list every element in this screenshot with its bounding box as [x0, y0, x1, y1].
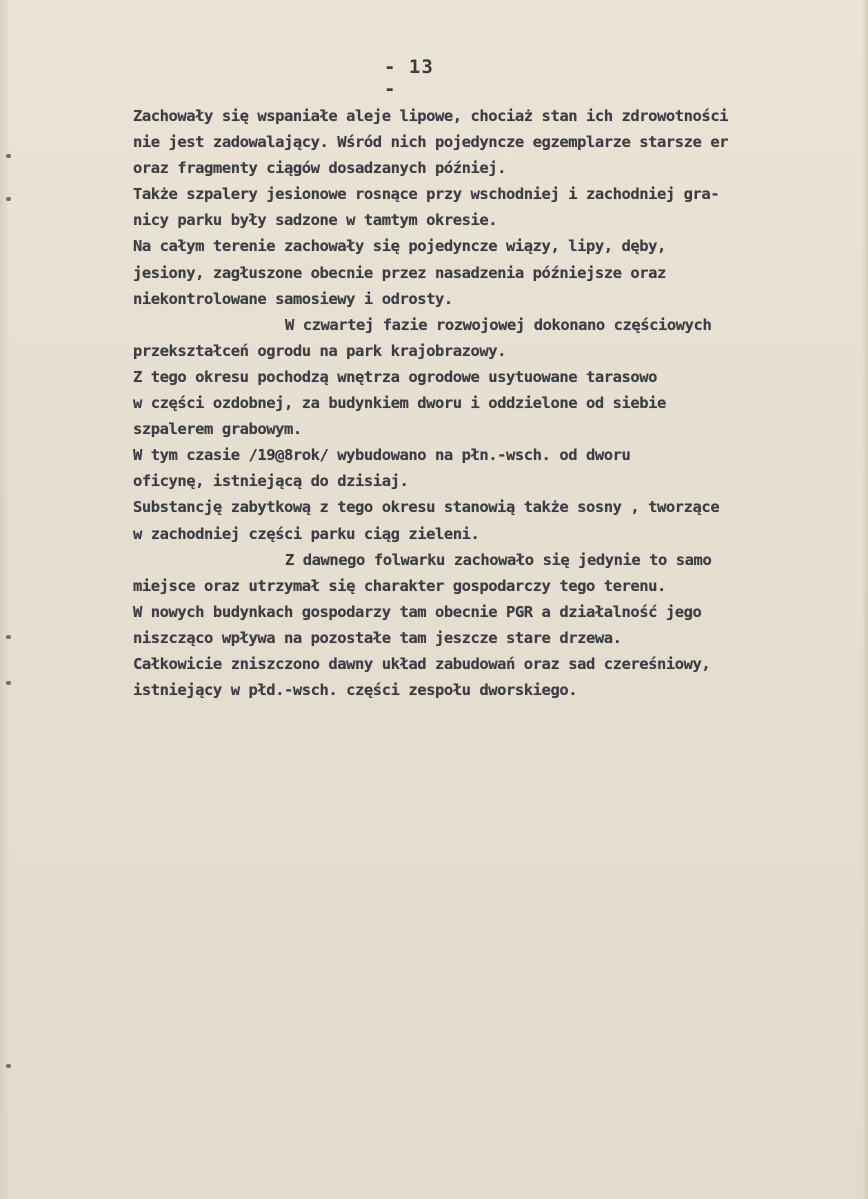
binding-hole-mark — [6, 197, 11, 201]
text-line: istniejący w płd.-wsch. części zespołu dworskiego. — [133, 681, 578, 700]
text-line: Całkowicie zniszczono dawny układ zabudowań oraz sad czereśniowy, — [133, 654, 711, 673]
text-line: Także szpalery jesionowe rosnące przy wschodniej i zachodniej gra- — [133, 185, 720, 204]
text-line: niekontrolowane samosiewy i odrosty. — [133, 289, 453, 308]
text-line: jesiony, zagłuszone obecnie przez nasadzenia późniejsze oraz — [133, 263, 666, 282]
text-line-indented: Z dawnego folwarku zachowało się jedynie to samo — [285, 550, 712, 569]
text-line: Na całym terenie zachowały się pojedyncze wiązy, lipy, dęby, — [133, 237, 666, 256]
text-line: szpalerem grabowym. — [133, 420, 302, 439]
text-line: przekształceń ogrodu na park krajobrazowy. — [133, 341, 507, 360]
text-line: nicy parku były sadzone w tamtym okresie. — [133, 211, 498, 230]
text-line: W tym czasie /19@8rok/ wybudowano na płn.-wsch. od dworu — [133, 446, 631, 465]
typewritten-text-body — [133, 103, 853, 703]
page-number: - 13 - — [384, 56, 434, 100]
binding-hole-mark — [6, 681, 11, 685]
page-right-edge-shadow — [862, 0, 868, 1199]
page-left-edge-shadow — [0, 0, 10, 1199]
text-line: Substancję zabytkową z tego okresu stanowią także sosny , tworzące — [133, 498, 720, 517]
text-line: oraz fragmenty ciągów dosadzanych później. — [133, 159, 507, 178]
text-line: Zachowały się wspaniałe aleje lipowe, chociaż stan ich zdrowotności — [133, 107, 729, 125]
text-line: W nowych budynkach gospodarzy tam obecnie PGR a działalność jego — [133, 602, 702, 621]
text-line: Z tego okresu pochodzą wnętrza ogrodowe usytuowane tarasowo — [133, 367, 658, 386]
text-line: w zachodniej części parku ciąg zieleni. — [133, 524, 480, 543]
binding-hole-mark — [6, 154, 11, 158]
binding-hole-mark — [6, 1064, 11, 1068]
text-line: w części ozdobnej, za budynkiem dworu i oddzielone od siebie — [133, 394, 666, 413]
text-line: oficynę, istniejącą do dzisiaj. — [133, 472, 409, 491]
text-line: niszcząco wpływa na pozostałe tam jeszcze stare drzewa. — [133, 628, 622, 647]
text-line-indented: W czwartej fazie rozwojowej dokonano częściowych — [285, 315, 712, 334]
text-line: nie jest zadowalający. Wśród nich pojedyncze egzemplarze starsze er — [133, 133, 729, 152]
binding-hole-mark — [6, 635, 11, 639]
text-line: miejsce oraz utrzymał się charakter gospodarczy tego terenu. — [133, 576, 666, 595]
